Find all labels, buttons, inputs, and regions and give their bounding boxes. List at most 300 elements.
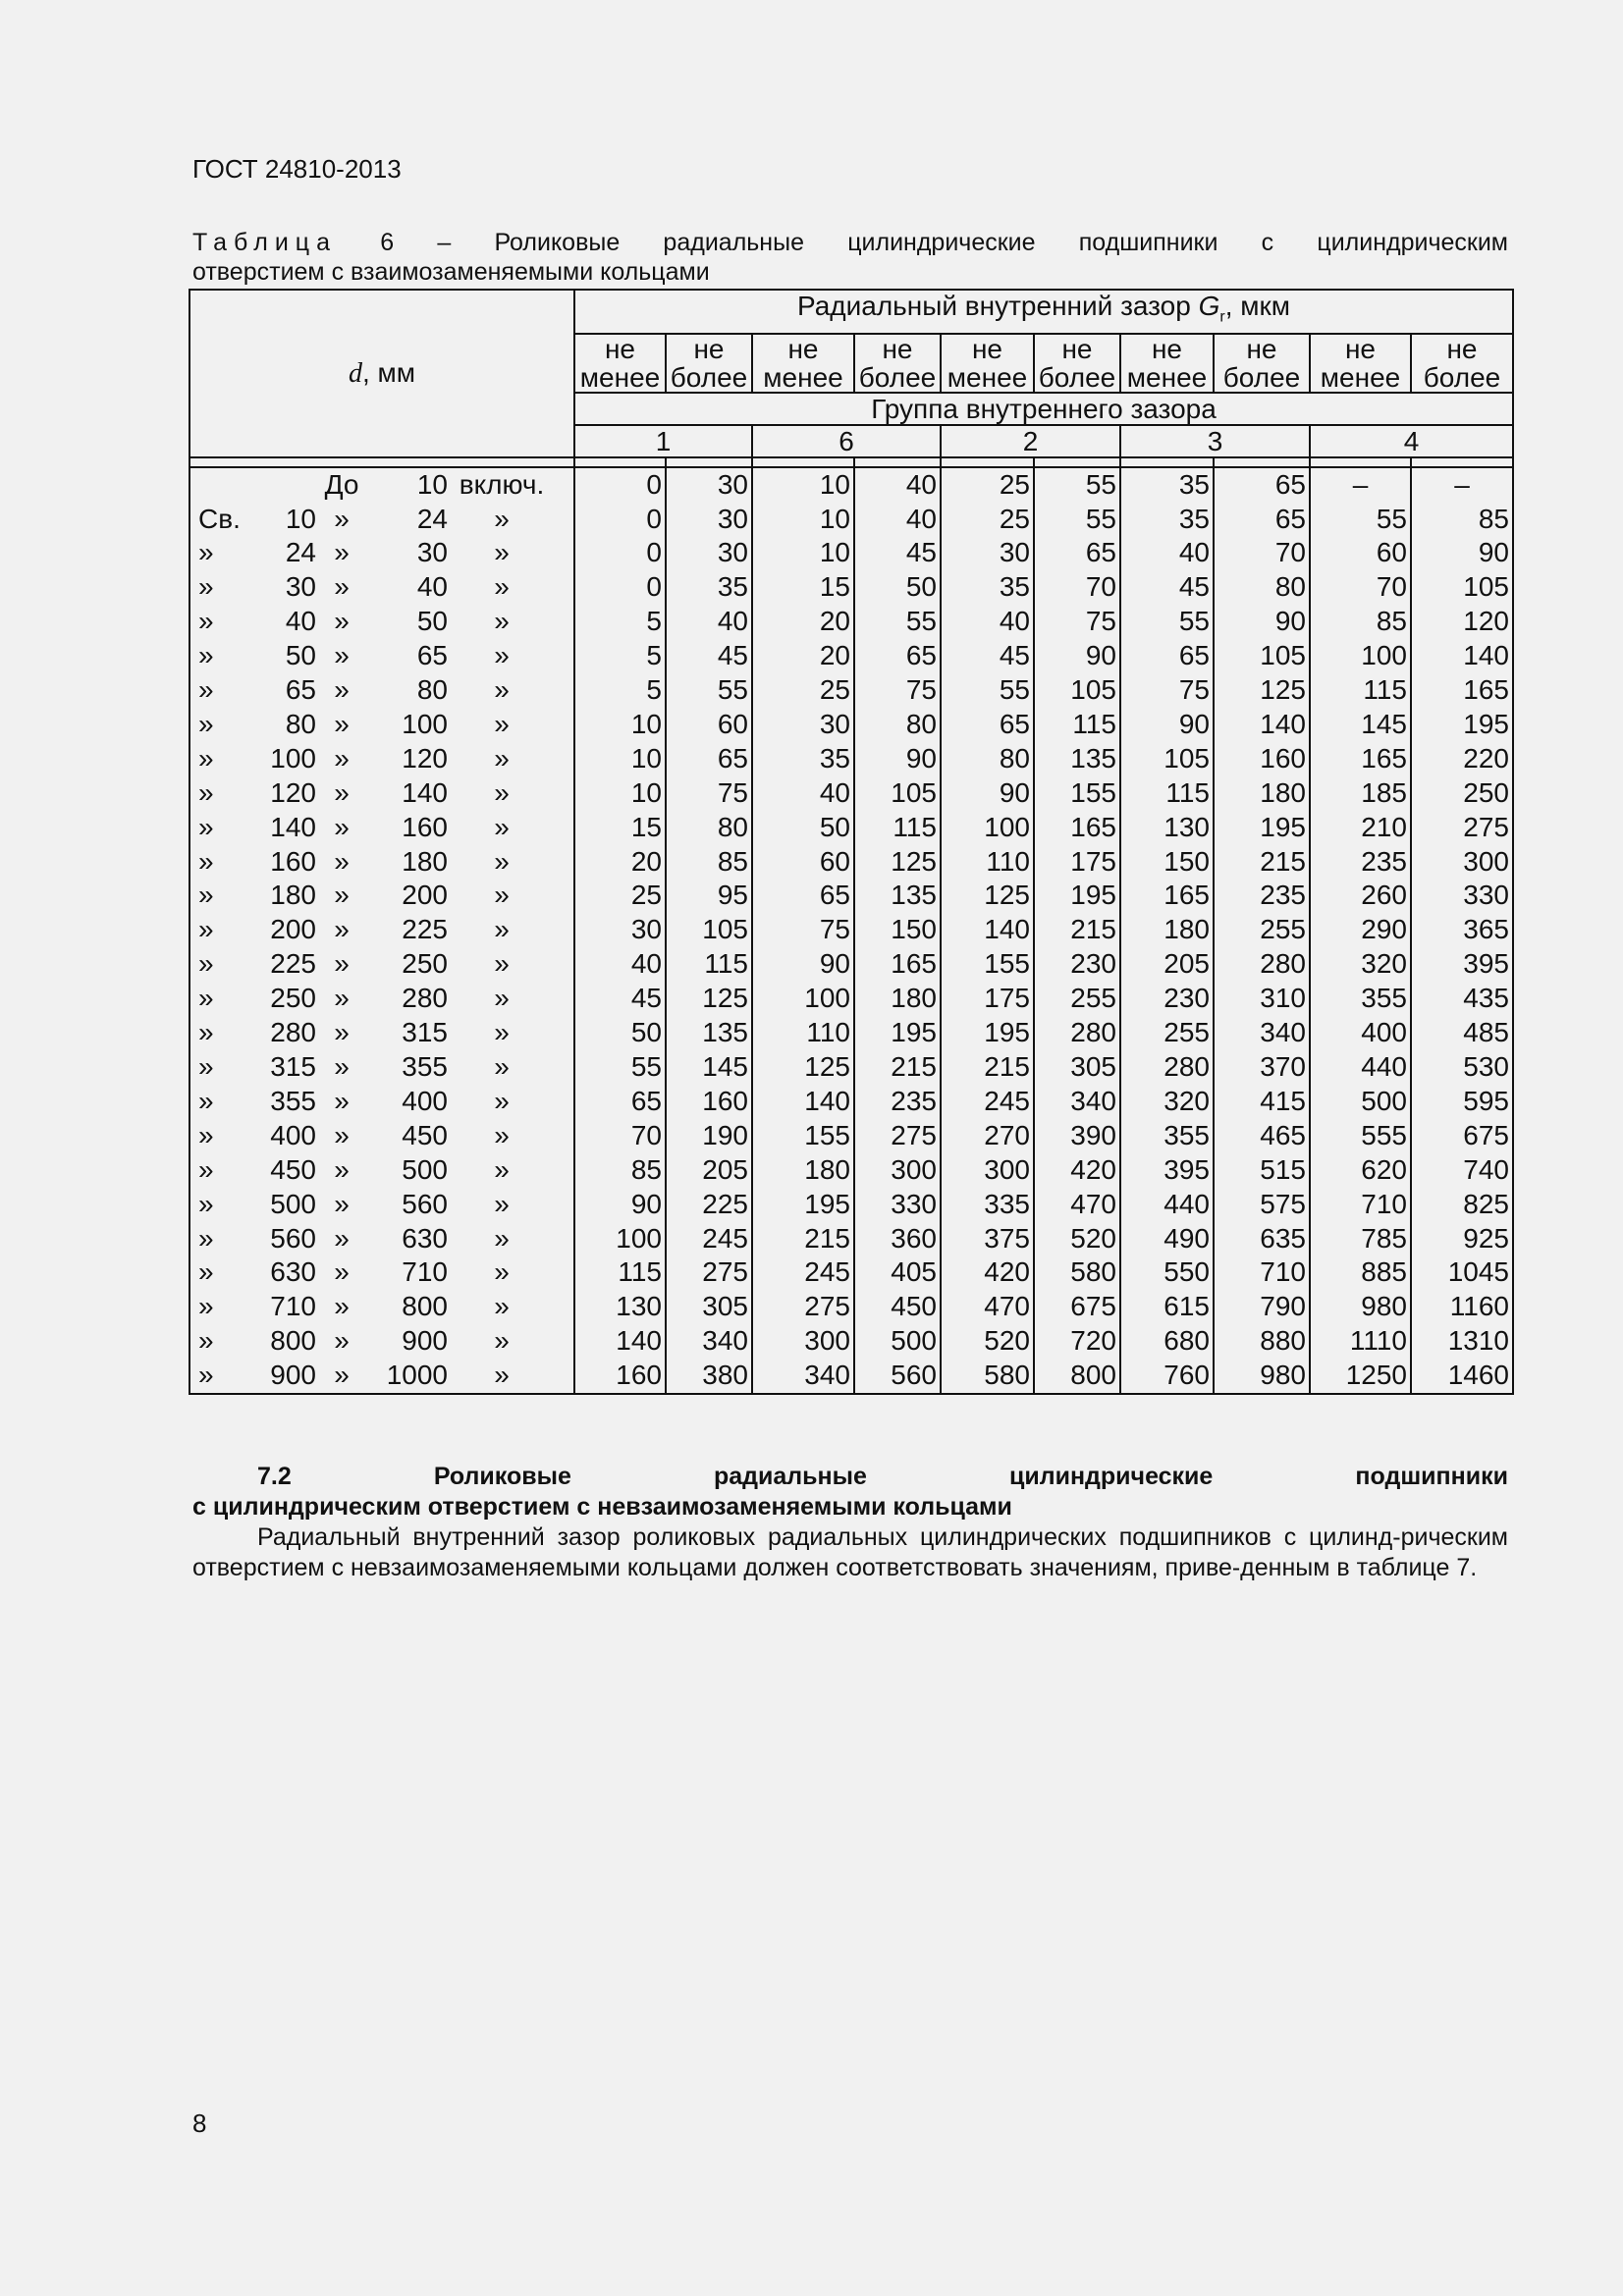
table-row bbox=[189, 708, 1513, 742]
diameter-range: » 120 » 140 » bbox=[189, 776, 574, 811]
clearance-value: 250 bbox=[1411, 776, 1513, 811]
clearance-value: 30 bbox=[574, 913, 666, 947]
clearance-value: 680 bbox=[1120, 1324, 1214, 1359]
clearance-value: 305 bbox=[1034, 1050, 1120, 1085]
clearance-value: 360 bbox=[854, 1222, 941, 1256]
clearance-value: 560 bbox=[854, 1359, 941, 1394]
clearance-value: 420 bbox=[1034, 1153, 1120, 1188]
clearance-value: 205 bbox=[666, 1153, 752, 1188]
clearance-value: 740 bbox=[1411, 1153, 1513, 1188]
clearance-value: 10 bbox=[752, 467, 854, 503]
diameter-range: » 200 » 225 » bbox=[189, 913, 574, 947]
clearance-header: Радиальный внутренний зазор $G_r$, мкм bbox=[574, 290, 1513, 334]
clearance-value: 85 bbox=[1310, 605, 1411, 639]
table-row bbox=[189, 536, 1513, 570]
clearance-value: 575 bbox=[1214, 1188, 1310, 1222]
clearance-value: 1460 bbox=[1411, 1359, 1513, 1394]
clearance-value: 10 bbox=[574, 776, 666, 811]
table-row bbox=[189, 879, 1513, 913]
clearance-value: 180 bbox=[854, 982, 941, 1016]
diameter-range: » 30 » 40 » bbox=[189, 570, 574, 605]
group-number: 4 bbox=[1310, 425, 1513, 457]
clearance-value: 115 bbox=[666, 947, 752, 982]
table-row bbox=[189, 467, 1513, 503]
clearance-value: 65 bbox=[1214, 467, 1310, 503]
clearance-value: 125 bbox=[941, 879, 1034, 913]
max-header: не более bbox=[1034, 334, 1120, 393]
clearance-value: 55 bbox=[1034, 467, 1120, 503]
clearance-value: 75 bbox=[752, 913, 854, 947]
clearance-value: 230 bbox=[1034, 947, 1120, 982]
clearance-value: 215 bbox=[1034, 913, 1120, 947]
clearance-value: 35 bbox=[752, 742, 854, 776]
clearance-value: 25 bbox=[941, 503, 1034, 537]
clearance-value: 80 bbox=[941, 742, 1034, 776]
clearance-value: 55 bbox=[666, 673, 752, 708]
clearance-value: 790 bbox=[1214, 1290, 1310, 1324]
diameter-range: » 40 » 50 » bbox=[189, 605, 574, 639]
table-caption bbox=[192, 228, 1508, 287]
clearance-value: 65 bbox=[854, 639, 941, 673]
clearance-value: 225 bbox=[666, 1188, 752, 1222]
clearance-value: 0 bbox=[574, 503, 666, 537]
clearance-value: 105 bbox=[1411, 570, 1513, 605]
table-row bbox=[189, 503, 1513, 537]
table-row bbox=[189, 639, 1513, 673]
clearance-value: 140 bbox=[941, 913, 1034, 947]
clearance-value: 130 bbox=[574, 1290, 666, 1324]
caption-title: 6 – Роликовые радиальные цилиндрические подшипники с цилиндрическим bbox=[337, 229, 1508, 256]
clearance-value: 180 bbox=[1120, 913, 1214, 947]
clearance-value: 105 bbox=[854, 776, 941, 811]
clearance-value: 300 bbox=[854, 1153, 941, 1188]
clearance-value: 470 bbox=[941, 1290, 1034, 1324]
diameter-range: » 180 » 200 » bbox=[189, 879, 574, 913]
clearance-value: 35 bbox=[941, 570, 1034, 605]
clearance-value: 140 bbox=[574, 1324, 666, 1359]
clearance-value: 100 bbox=[752, 982, 854, 1016]
clearance-value: 210 bbox=[1310, 811, 1411, 845]
clearance-value: 280 bbox=[1034, 1016, 1120, 1050]
clearance-value: 40 bbox=[854, 503, 941, 537]
clearance-value: 470 bbox=[1034, 1188, 1120, 1222]
diameter-range: » 800 » 900 » bbox=[189, 1324, 574, 1359]
heading-word: Роликовые bbox=[433, 1463, 571, 1490]
clearance-value: 785 bbox=[1310, 1222, 1411, 1256]
clearance-value: 675 bbox=[1034, 1290, 1120, 1324]
clearance-value: 20 bbox=[752, 639, 854, 673]
clearance-value: 330 bbox=[854, 1188, 941, 1222]
clearance-value: 800 bbox=[1034, 1359, 1120, 1394]
clearance-value: 405 bbox=[854, 1255, 941, 1290]
table-row bbox=[189, 1324, 1513, 1359]
clearance-value: 80 bbox=[666, 811, 752, 845]
clearance-value: 45 bbox=[1120, 570, 1214, 605]
diameter-header: d, мм bbox=[189, 290, 574, 457]
max-header: не более bbox=[1411, 334, 1513, 393]
clearance-value: 255 bbox=[1120, 1016, 1214, 1050]
diameter-range: До 10 включ. bbox=[189, 467, 574, 503]
diameter-range: » 100 » 120 » bbox=[189, 742, 574, 776]
clearance-value: 155 bbox=[1034, 776, 1120, 811]
max-header: не более bbox=[1214, 334, 1310, 393]
clearance-value: 450 bbox=[854, 1290, 941, 1324]
clearance-value: 115 bbox=[854, 811, 941, 845]
table-row bbox=[189, 1119, 1513, 1153]
clearance-value: 65 bbox=[666, 742, 752, 776]
clearance-value: 10 bbox=[574, 742, 666, 776]
clearance-value: 25 bbox=[752, 673, 854, 708]
clearance-value: 355 bbox=[1120, 1119, 1214, 1153]
clearance-value: 435 bbox=[1411, 982, 1513, 1016]
section-heading-line2: с цилиндрическим отверстием с невзаимозаменяемыми кольцами bbox=[192, 1493, 1012, 1521]
group-number: 2 bbox=[941, 425, 1120, 457]
clearance-value: 105 bbox=[1034, 673, 1120, 708]
clearance-value: 25 bbox=[941, 467, 1034, 503]
diameter-range: » 710 » 800 » bbox=[189, 1290, 574, 1324]
clearance-value: 395 bbox=[1120, 1153, 1214, 1188]
table-row bbox=[189, 1153, 1513, 1188]
heading-word: радиальные bbox=[713, 1463, 867, 1490]
clearance-value: 615 bbox=[1120, 1290, 1214, 1324]
clearance-value: 520 bbox=[1034, 1222, 1120, 1256]
clearance-value: 270 bbox=[941, 1119, 1034, 1153]
clearance-value: 375 bbox=[941, 1222, 1034, 1256]
clearance-value: 180 bbox=[1214, 776, 1310, 811]
clearance-value: 550 bbox=[1120, 1255, 1214, 1290]
clearance-value: 100 bbox=[941, 811, 1034, 845]
clearance-value: 485 bbox=[1411, 1016, 1513, 1050]
clearance-value: 100 bbox=[574, 1222, 666, 1256]
clearance-value: 65 bbox=[1120, 639, 1214, 673]
max-header: не более bbox=[666, 334, 752, 393]
clearance-value: 595 bbox=[1411, 1085, 1513, 1119]
clearance-value: 160 bbox=[1214, 742, 1310, 776]
section-paragraph: Радиальный внутренний зазор роликовых радиальных цилиндрических подшипников с цилинд-рическим отверстием с невзаимозаменяемыми кольцами должен соответствовать значениям, приве-денным в таблице 7. bbox=[192, 1523, 1508, 1581]
clearance-value: 370 bbox=[1214, 1050, 1310, 1085]
clearance-value: 65 bbox=[941, 708, 1034, 742]
group-header: Группа внутреннего зазора bbox=[574, 393, 1513, 425]
clearance-value: 55 bbox=[854, 605, 941, 639]
clearance-value: 30 bbox=[752, 708, 854, 742]
clearance-value: 110 bbox=[941, 845, 1034, 880]
clearance-value: 205 bbox=[1120, 947, 1214, 982]
diameter-range: » 160 » 180 » bbox=[189, 845, 574, 880]
clearance-table bbox=[189, 289, 1514, 1395]
clearance-value: 885 bbox=[1310, 1255, 1411, 1290]
clearance-value: 335 bbox=[941, 1188, 1034, 1222]
clearance-value: 90 bbox=[854, 742, 941, 776]
clearance-value: 390 bbox=[1034, 1119, 1120, 1153]
clearance-value: 215 bbox=[854, 1050, 941, 1085]
clearance-value: 395 bbox=[1411, 947, 1513, 982]
clearance-value: 305 bbox=[666, 1290, 752, 1324]
clearance-value: 260 bbox=[1310, 879, 1411, 913]
page-number: 8 bbox=[192, 2109, 207, 2138]
clearance-value: 25 bbox=[574, 879, 666, 913]
caption-label: Таблица bbox=[192, 229, 338, 256]
clearance-value: 45 bbox=[574, 982, 666, 1016]
clearance-value: 980 bbox=[1214, 1359, 1310, 1394]
diameter-range: » 280 » 315 » bbox=[189, 1016, 574, 1050]
diameter-range: » 50 » 65 » bbox=[189, 639, 574, 673]
clearance-value: 140 bbox=[1214, 708, 1310, 742]
clearance-value: 115 bbox=[1034, 708, 1120, 742]
clearance-value: 55 bbox=[1310, 503, 1411, 537]
table-row bbox=[189, 1255, 1513, 1290]
clearance-value: 255 bbox=[1214, 913, 1310, 947]
clearance-value: 90 bbox=[1214, 605, 1310, 639]
table-row bbox=[189, 811, 1513, 845]
table-row bbox=[189, 776, 1513, 811]
clearance-value: 180 bbox=[752, 1153, 854, 1188]
clearance-value: 40 bbox=[941, 605, 1034, 639]
clearance-value: 1110 bbox=[1310, 1324, 1411, 1359]
clearance-value: 40 bbox=[854, 467, 941, 503]
clearance-value: 95 bbox=[666, 879, 752, 913]
clearance-value: 160 bbox=[574, 1359, 666, 1394]
clearance-value: 105 bbox=[666, 913, 752, 947]
clearance-value: 500 bbox=[1310, 1085, 1411, 1119]
clearance-value: 135 bbox=[854, 879, 941, 913]
clearance-value: 5 bbox=[574, 639, 666, 673]
section-heading bbox=[192, 1462, 1508, 1492]
clearance-value: 1310 bbox=[1411, 1324, 1513, 1359]
section-7-2 bbox=[192, 1462, 1508, 1583]
table-row bbox=[189, 1290, 1513, 1324]
clearance-value: 105 bbox=[1214, 639, 1310, 673]
diameter-range: » 900 » 1000 » bbox=[189, 1359, 574, 1394]
clearance-value: 85 bbox=[666, 845, 752, 880]
clearance-value: 90 bbox=[1120, 708, 1214, 742]
clearance-value: 825 bbox=[1411, 1188, 1513, 1222]
clearance-value: 5 bbox=[574, 673, 666, 708]
diameter-range: » 630 » 710 » bbox=[189, 1255, 574, 1290]
clearance-value: 365 bbox=[1411, 913, 1513, 947]
clearance-value: 80 bbox=[1214, 570, 1310, 605]
clearance-value: 635 bbox=[1214, 1222, 1310, 1256]
heading-word: 7.2 bbox=[257, 1463, 292, 1490]
clearance-value: 300 bbox=[752, 1324, 854, 1359]
clearance-value: 60 bbox=[666, 708, 752, 742]
clearance-value: 15 bbox=[752, 570, 854, 605]
group-number: 6 bbox=[752, 425, 941, 457]
clearance-value: 710 bbox=[1214, 1255, 1310, 1290]
clearance-value: 340 bbox=[1214, 1016, 1310, 1050]
clearance-value: 340 bbox=[1034, 1085, 1120, 1119]
clearance-value: 760 bbox=[1120, 1359, 1214, 1394]
clearance-value: 195 bbox=[752, 1188, 854, 1222]
table-row bbox=[189, 673, 1513, 708]
clearance-value: 230 bbox=[1120, 982, 1214, 1016]
clearance-value: 105 bbox=[1120, 742, 1214, 776]
clearance-value: 125 bbox=[666, 982, 752, 1016]
diameter-range: » 140 » 160 » bbox=[189, 811, 574, 845]
diameter-range: » 250 » 280 » bbox=[189, 982, 574, 1016]
clearance-value: 80 bbox=[854, 708, 941, 742]
clearance-value: 0 bbox=[574, 536, 666, 570]
clearance-value: 30 bbox=[941, 536, 1034, 570]
clearance-value: 500 bbox=[854, 1324, 941, 1359]
clearance-value: 60 bbox=[752, 845, 854, 880]
clearance-value: 55 bbox=[941, 673, 1034, 708]
heading-word: цилиндрические bbox=[1008, 1463, 1214, 1490]
clearance-value: 125 bbox=[854, 845, 941, 880]
clearance-value: 925 bbox=[1411, 1222, 1513, 1256]
clearance-value: 130 bbox=[1120, 811, 1214, 845]
clearance-value: 135 bbox=[1034, 742, 1120, 776]
clearance-value: 90 bbox=[752, 947, 854, 982]
clearance-value: 55 bbox=[1120, 605, 1214, 639]
clearance-value: 35 bbox=[1120, 503, 1214, 537]
clearance-value: 70 bbox=[1034, 570, 1120, 605]
clearance-value: 35 bbox=[1120, 467, 1214, 503]
clearance-value: 215 bbox=[941, 1050, 1034, 1085]
clearance-value: 150 bbox=[854, 913, 941, 947]
min-header: не менее bbox=[1120, 334, 1214, 393]
clearance-value: 310 bbox=[1214, 982, 1310, 1016]
clearance-value: 155 bbox=[752, 1119, 854, 1153]
clearance-value: 45 bbox=[854, 536, 941, 570]
clearance-value: 215 bbox=[752, 1222, 854, 1256]
clearance-value: 70 bbox=[1214, 536, 1310, 570]
clearance-value: 35 bbox=[666, 570, 752, 605]
group-number: 1 bbox=[574, 425, 752, 457]
min-header: не менее bbox=[941, 334, 1034, 393]
clearance-value: 290 bbox=[1310, 913, 1411, 947]
clearance-value: 165 bbox=[1310, 742, 1411, 776]
clearance-value: 275 bbox=[854, 1119, 941, 1153]
clearance-value: 245 bbox=[666, 1222, 752, 1256]
diameter-range: » 65 » 80 » bbox=[189, 673, 574, 708]
clearance-value: 220 bbox=[1411, 742, 1513, 776]
clearance-value: 555 bbox=[1310, 1119, 1411, 1153]
clearance-value: 490 bbox=[1120, 1222, 1214, 1256]
min-header: не менее bbox=[574, 334, 666, 393]
table-row bbox=[189, 742, 1513, 776]
clearance-value: – bbox=[1411, 467, 1513, 503]
diameter-range: » 315 » 355 » bbox=[189, 1050, 574, 1085]
clearance-value: 50 bbox=[752, 811, 854, 845]
clearance-value: 75 bbox=[1034, 605, 1120, 639]
clearance-value: 115 bbox=[574, 1255, 666, 1290]
clearance-value: 30 bbox=[666, 536, 752, 570]
clearance-value: 1160 bbox=[1411, 1290, 1513, 1324]
clearance-value: 10 bbox=[752, 503, 854, 537]
table-row bbox=[189, 1085, 1513, 1119]
clearance-value: – bbox=[1310, 467, 1411, 503]
clearance-value: 90 bbox=[1034, 639, 1120, 673]
clearance-value: 190 bbox=[666, 1119, 752, 1153]
clearance-value: 125 bbox=[1214, 673, 1310, 708]
clearance-value: 720 bbox=[1034, 1324, 1120, 1359]
clearance-value: 580 bbox=[941, 1359, 1034, 1394]
clearance-value: 70 bbox=[1310, 570, 1411, 605]
clearance-value: 330 bbox=[1411, 879, 1513, 913]
diameter-range: Св. 10 » 24 » bbox=[189, 503, 574, 537]
clearance-value: 20 bbox=[752, 605, 854, 639]
clearance-value: 515 bbox=[1214, 1153, 1310, 1188]
diameter-range: » 80 » 100 » bbox=[189, 708, 574, 742]
diameter-range: » 500 » 560 » bbox=[189, 1188, 574, 1222]
clearance-value: 40 bbox=[666, 605, 752, 639]
clearance-value: 215 bbox=[1214, 845, 1310, 880]
clearance-value: 100 bbox=[1310, 639, 1411, 673]
clearance-value: 530 bbox=[1411, 1050, 1513, 1085]
clearance-value: 195 bbox=[941, 1016, 1034, 1050]
table-row bbox=[189, 570, 1513, 605]
clearance-value: 175 bbox=[1034, 845, 1120, 880]
clearance-value: 75 bbox=[1120, 673, 1214, 708]
clearance-value: 400 bbox=[1310, 1016, 1411, 1050]
table-row bbox=[189, 947, 1513, 982]
clearance-value: 45 bbox=[666, 639, 752, 673]
clearance-value: 65 bbox=[1214, 503, 1310, 537]
clearance-value: 440 bbox=[1120, 1188, 1214, 1222]
clearance-value: 340 bbox=[666, 1324, 752, 1359]
table-row bbox=[189, 845, 1513, 880]
clearance-value: 415 bbox=[1214, 1085, 1310, 1119]
clearance-value: 155 bbox=[941, 947, 1034, 982]
clearance-value: 235 bbox=[1310, 845, 1411, 880]
clearance-value: 40 bbox=[574, 947, 666, 982]
clearance-value: 50 bbox=[854, 570, 941, 605]
clearance-value: 90 bbox=[1411, 536, 1513, 570]
clearance-value: 165 bbox=[1120, 879, 1214, 913]
diameter-range: » 450 » 500 » bbox=[189, 1153, 574, 1188]
table-row bbox=[189, 913, 1513, 947]
clearance-value: 160 bbox=[666, 1085, 752, 1119]
clearance-value: 195 bbox=[1034, 879, 1120, 913]
clearance-value: 1250 bbox=[1310, 1359, 1411, 1394]
clearance-value: 65 bbox=[574, 1085, 666, 1119]
clearance-value: 40 bbox=[1120, 536, 1214, 570]
diameter-range: » 560 » 630 » bbox=[189, 1222, 574, 1256]
clearance-value: 15 bbox=[574, 811, 666, 845]
clearance-value: 60 bbox=[1310, 536, 1411, 570]
clearance-value: 245 bbox=[941, 1085, 1034, 1119]
clearance-value: 70 bbox=[574, 1119, 666, 1153]
clearance-value: 245 bbox=[752, 1255, 854, 1290]
table-row bbox=[189, 1359, 1513, 1394]
clearance-value: 280 bbox=[1120, 1050, 1214, 1085]
clearance-value: 710 bbox=[1310, 1188, 1411, 1222]
clearance-value: 140 bbox=[752, 1085, 854, 1119]
clearance-value: 675 bbox=[1411, 1119, 1513, 1153]
clearance-value: 30 bbox=[666, 467, 752, 503]
document-header: ГОСТ 24810-2013 bbox=[192, 154, 402, 184]
clearance-value: 10 bbox=[574, 708, 666, 742]
clearance-value: 110 bbox=[752, 1016, 854, 1050]
clearance-value: 300 bbox=[941, 1153, 1034, 1188]
clearance-value: 520 bbox=[941, 1324, 1034, 1359]
clearance-value: 165 bbox=[854, 947, 941, 982]
clearance-value: 0 bbox=[574, 570, 666, 605]
min-header: не менее bbox=[1310, 334, 1411, 393]
clearance-value: 380 bbox=[666, 1359, 752, 1394]
caption-line2: отверстием с взаимозаменяемыми кольцами bbox=[192, 258, 710, 286]
table-row bbox=[189, 1188, 1513, 1222]
clearance-value: 320 bbox=[1310, 947, 1411, 982]
clearance-value: 300 bbox=[1411, 845, 1513, 880]
clearance-value: 135 bbox=[666, 1016, 752, 1050]
clearance-value: 235 bbox=[1214, 879, 1310, 913]
clearance-value: 145 bbox=[666, 1050, 752, 1085]
table-row bbox=[189, 1016, 1513, 1050]
clearance-value: 5 bbox=[574, 605, 666, 639]
clearance-value: 275 bbox=[1411, 811, 1513, 845]
clearance-value: 40 bbox=[752, 776, 854, 811]
